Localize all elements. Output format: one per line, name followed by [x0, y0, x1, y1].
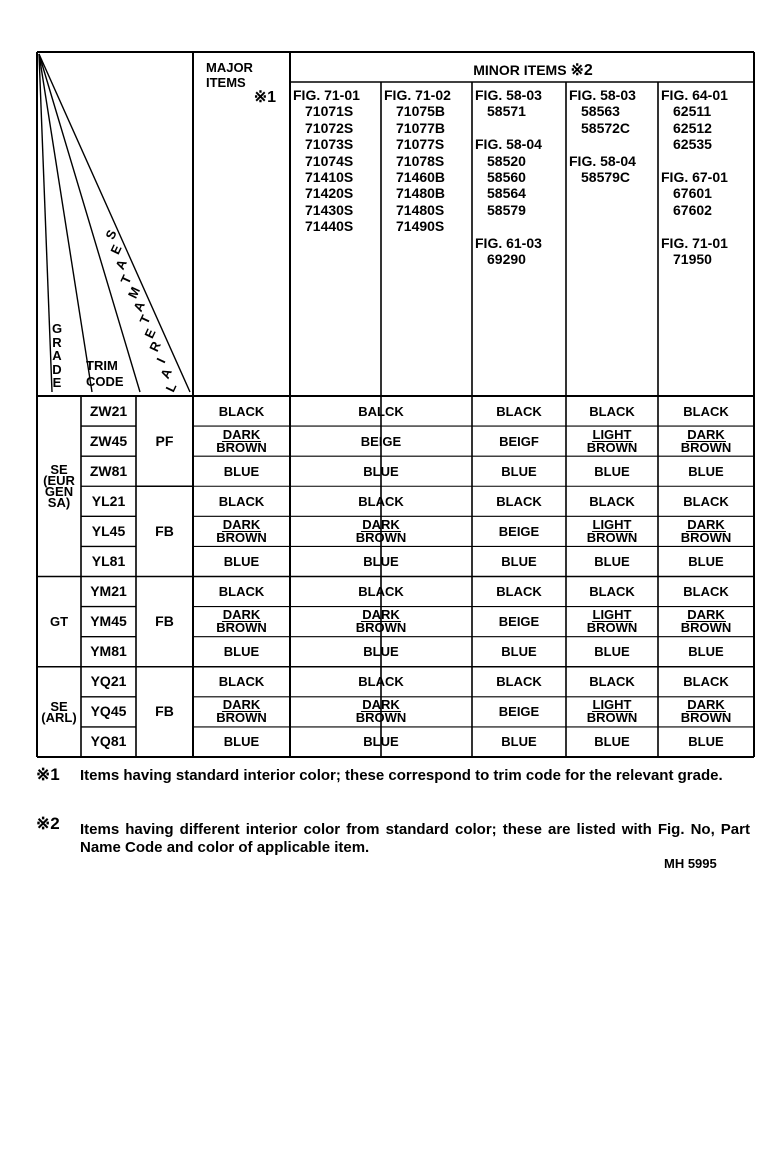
part-code: 71078S — [396, 152, 445, 169]
footnote-2-text: Items having different interior color from standard color; these are listed with Fig. No, Part Name Code and color of applicable item. — [80, 821, 750, 856]
grid-line — [39, 54, 92, 392]
minor-color-cell: BEIGE — [498, 704, 540, 720]
seat-material-letter: A — [112, 257, 130, 272]
trim-code-cell: ZW81 — [89, 462, 128, 479]
seat-material-cell: FB — [155, 613, 174, 630]
grade-label-letter: G — [51, 321, 63, 336]
part-code: 58579C — [581, 169, 631, 186]
part-code: 62535 — [673, 136, 712, 153]
part-code: 71440S — [305, 218, 354, 235]
minor-color-cell: BLACK — [683, 493, 729, 509]
footnote-1-mark: ※1 — [36, 765, 60, 784]
part-code: 71490S — [396, 218, 445, 235]
seat-material-letter: A — [130, 298, 149, 314]
figure-number: FIG. 71-01 — [661, 234, 728, 251]
minor-color-cell: DARK BROWN — [355, 697, 407, 726]
seat-material-cell: FB — [155, 703, 174, 720]
major-color-cell: DARK BROWN — [216, 607, 267, 636]
part-code: 71430S — [305, 201, 354, 218]
part-code: 71075B — [396, 103, 446, 120]
trim-code-cell: YM81 — [90, 643, 127, 660]
minor-color-cell: BLUE — [594, 553, 630, 569]
seat-material-letter: E — [141, 325, 159, 341]
minor-color-cell: DARK BROWN — [680, 697, 732, 726]
minor-color-cell: BLUE — [594, 644, 630, 660]
seat-material-letter: E — [107, 242, 125, 257]
trim-code-cell: YQ81 — [90, 733, 127, 750]
minor-color-cell: BLACK — [496, 493, 542, 509]
minor-color-cell: BLUE — [688, 734, 724, 750]
major-color-cell: BLACK — [218, 403, 265, 419]
minor-color-cell: BEIGE — [498, 614, 540, 630]
major-items-mark: ※1 — [253, 89, 276, 106]
part-code: 71077S — [396, 136, 445, 153]
major-color-cell: DARK BROWN — [216, 516, 267, 545]
trim-code-cell: YQ45 — [90, 703, 127, 720]
major-color-cell: DARK BROWN — [216, 697, 267, 726]
trim-code-label: TRIM CODE — [86, 358, 124, 389]
document-code: MH 5995 — [664, 856, 717, 871]
grade-label-letter: A — [52, 348, 62, 363]
part-code: 58560 — [487, 169, 526, 186]
figure-number: FIG. 58-03 — [475, 87, 542, 103]
part-code: 62512 — [673, 119, 712, 136]
grade-label-letter: D — [52, 361, 62, 377]
figure-number: FIG. 67-01 — [661, 169, 728, 186]
major-color-cell: BLUE — [223, 463, 260, 479]
major-color-cell: BLACK — [218, 584, 265, 600]
part-code: 71950 — [673, 251, 712, 268]
seat-material-letter: I — [152, 355, 169, 365]
grade-cell: GT — [49, 614, 69, 630]
minor-color-cell: BLUE — [594, 734, 630, 750]
part-code: 71071S — [305, 103, 354, 120]
minor-color-cell: BLUE — [363, 644, 399, 660]
minor-color-cell: BLACK — [589, 584, 635, 600]
part-code: 71420S — [305, 185, 354, 202]
figure-number: FIG. 64-01 — [661, 87, 728, 103]
part-code: 71460B — [396, 169, 446, 186]
grade-cell: SE (ARL) — [41, 698, 77, 725]
grade-cell: SE (EUR GEN SA) — [43, 462, 75, 511]
minor-color-cell: BLUE — [688, 644, 724, 660]
trim-code-cell: YL45 — [91, 522, 126, 539]
major-color-cell: BLACK — [218, 493, 265, 509]
seat-material-letter: A — [157, 366, 175, 381]
part-code: 71480B — [396, 185, 446, 202]
minor-color-cell: DARK BROWN — [680, 516, 732, 545]
part-code: 71073S — [305, 136, 354, 153]
seat-material-letter: L — [162, 380, 180, 394]
minor-color-cell: BEIGE — [498, 523, 540, 539]
major-color-cell: BLUE — [223, 644, 260, 660]
minor-color-cell: BLUE — [594, 463, 630, 479]
seat-material-letter: T — [117, 272, 135, 287]
minor-color-cell: BLACK — [589, 403, 635, 419]
minor-color-cell: BLACK — [589, 493, 635, 509]
part-code: 67602 — [673, 201, 712, 218]
minor-color-cell: BLACK — [683, 584, 729, 600]
minor-color-cell: BLACK — [496, 674, 542, 690]
trim-code-cell: YM45 — [90, 613, 127, 630]
part-code: 71072S — [305, 119, 354, 136]
minor-color-cell: BLUE — [501, 644, 537, 660]
minor-color-cell: BEIGE — [360, 433, 402, 449]
minor-color-cell: BLACK — [358, 584, 404, 600]
minor-column-header — [569, 87, 636, 185]
grade-label-letter: R — [52, 334, 62, 350]
part-code: 58520 — [487, 152, 526, 169]
minor-items-label: MINOR ITEMS ※2 — [473, 62, 593, 79]
trim-code-cell: ZW45 — [89, 432, 128, 449]
major-color-cell: DARK BROWN — [216, 426, 267, 455]
seat-material-letter: M — [124, 284, 144, 301]
part-code — [569, 136, 636, 152]
seat-material-cell: FB — [155, 522, 174, 539]
minor-color-cell: LIGHT BROWN — [586, 516, 638, 545]
minor-color-cell: LIGHT BROWN — [586, 607, 638, 636]
major-color-cell: BLUE — [223, 734, 260, 750]
part-code: 58571 — [487, 103, 526, 120]
trim-code-cell: YL81 — [91, 552, 126, 569]
figure-number: FIG. 58-03 — [569, 87, 636, 103]
minor-color-cell: BEIGF — [499, 433, 539, 449]
part-code: 67601 — [673, 185, 712, 202]
minor-color-cell: DARK BROWN — [355, 516, 407, 545]
figure-number: FIG. 58-04 — [475, 136, 542, 153]
minor-color-cell: DARK BROWN — [355, 607, 407, 636]
minor-color-cell: BLACK — [496, 584, 542, 600]
major-color-cell: BLUE — [223, 553, 260, 569]
grade-label-letter: E — [52, 375, 62, 390]
part-code: 71074S — [305, 152, 354, 169]
part-code: 62511 — [673, 103, 712, 120]
minor-color-cell: LIGHT BROWN — [586, 697, 638, 726]
minor-color-cell: BALCK — [358, 403, 404, 419]
minor-column-header — [661, 87, 728, 267]
part-code: 71077B — [396, 119, 446, 136]
seat-material-cell: PF — [155, 432, 174, 449]
minor-color-cell: BLUE — [363, 734, 399, 750]
minor-color-cell: BLUE — [688, 463, 724, 479]
seat-material-letter: S — [102, 227, 120, 242]
part-code: 71410S — [305, 169, 354, 186]
minor-color-cell: BLUE — [501, 734, 537, 750]
minor-color-cell: BLACK — [683, 674, 729, 690]
minor-column-header — [293, 87, 360, 235]
minor-color-cell: BLACK — [496, 403, 542, 419]
minor-color-cell: BLUE — [501, 463, 537, 479]
minor-color-cell: BLACK — [589, 674, 635, 690]
minor-color-cell: BLUE — [363, 553, 399, 569]
major-items-text: MAJOR ITEMS — [206, 60, 253, 90]
minor-color-cell: BLUE — [501, 553, 537, 569]
minor-color-cell: BLUE — [688, 553, 724, 569]
trim-code-cell: ZW21 — [89, 402, 128, 419]
minor-color-cell: BLACK — [358, 493, 404, 509]
minor-column-header — [384, 87, 451, 235]
figure-number: FIG. 71-02 — [384, 87, 451, 103]
part-code — [475, 218, 542, 234]
figure-number: FIG. 61-03 — [475, 234, 542, 251]
minor-color-cell: DARK BROWN — [680, 426, 732, 455]
minor-color-cell: BLACK — [683, 403, 729, 419]
part-code — [661, 153, 728, 169]
footnote-1-text: Items having standard interior color; these correspond to trim code for the relevant grade. — [80, 767, 723, 784]
footnote-2-mark: ※2 — [36, 814, 60, 833]
seat-material-letter: R — [146, 339, 164, 354]
major-color-cell: BLACK — [218, 674, 265, 690]
part-code: 58579 — [487, 201, 526, 218]
minor-color-cell: LIGHT BROWN — [586, 426, 638, 455]
trim-code-cell: YL21 — [91, 492, 126, 509]
part-code: 69290 — [487, 251, 526, 268]
minor-color-cell: DARK BROWN — [680, 607, 732, 636]
part-code: 58572C — [581, 119, 631, 136]
part-code: 58564 — [487, 185, 526, 202]
major-items-label — [200, 60, 290, 105]
minor-color-cell: BLUE — [363, 463, 399, 479]
seat-material-letter: T — [136, 312, 154, 327]
minor-color-cell: BLACK — [358, 674, 404, 690]
part-code — [475, 120, 542, 136]
part-code: 71480S — [396, 201, 445, 218]
trim-code-cell: YQ21 — [90, 673, 127, 690]
figure-number: FIG. 71-01 — [293, 87, 360, 103]
part-code: 58563 — [581, 103, 620, 120]
figure-number: FIG. 58-04 — [569, 152, 636, 169]
part-code — [661, 218, 728, 234]
trim-code-cell: YM21 — [90, 583, 127, 600]
minor-column-header — [475, 87, 542, 267]
